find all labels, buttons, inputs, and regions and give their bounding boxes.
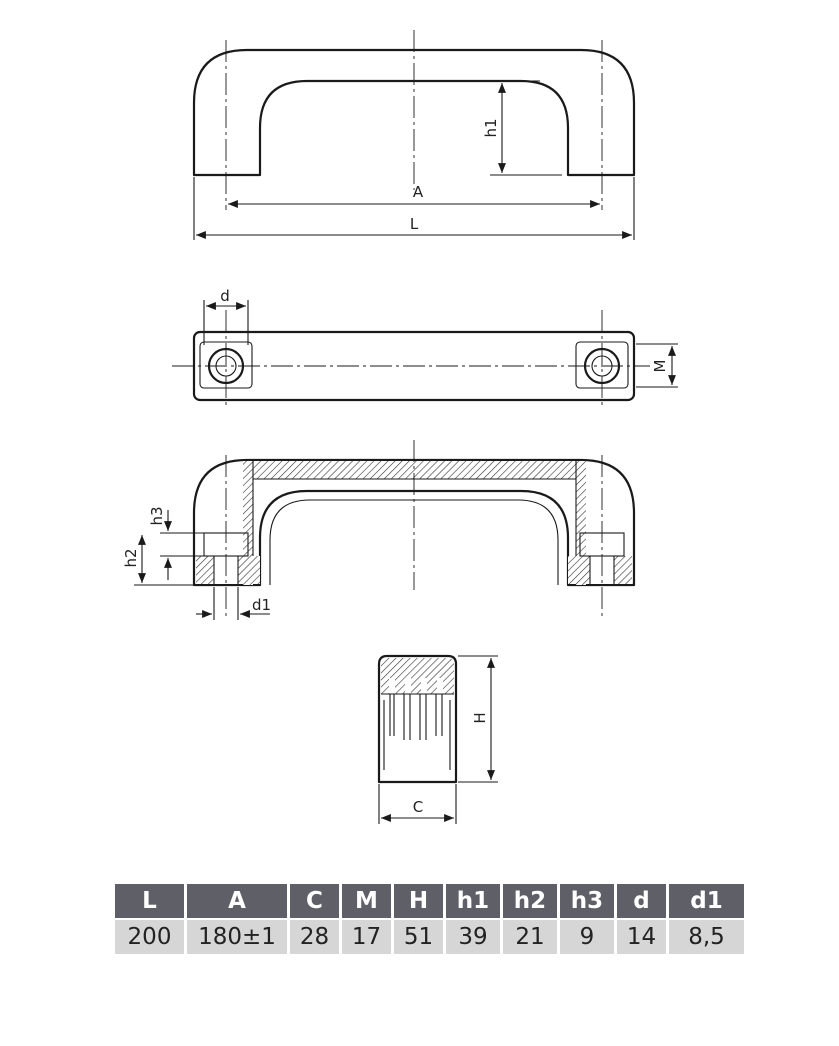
front-view <box>194 30 634 240</box>
header-cell: h2 <box>503 884 557 918</box>
m-label: M <box>651 359 669 373</box>
header-cell: d1 <box>669 884 744 918</box>
table-header-row <box>115 884 744 918</box>
a-label: A <box>412 183 424 201</box>
value-cell: 28 <box>290 920 339 954</box>
h-label: H <box>471 712 489 724</box>
header-cell: H <box>394 884 443 918</box>
value-cell: 14 <box>617 920 666 954</box>
d1-label: d1 <box>252 596 272 614</box>
header-cell: L <box>115 884 184 918</box>
dimensions-table <box>112 882 747 956</box>
value-cell: 17 <box>342 920 391 954</box>
l-label: L <box>409 215 419 233</box>
c-label: C <box>412 798 424 816</box>
header-cell: h1 <box>446 884 500 918</box>
top-view <box>172 287 678 408</box>
value-cell: 9 <box>560 920 614 954</box>
value-cell: 8,5 <box>669 920 744 954</box>
value-cell: 200 <box>115 920 184 954</box>
value-cell: 39 <box>446 920 500 954</box>
hatched-section <box>253 461 576 479</box>
header-cell: A <box>187 884 287 918</box>
header-cell: d <box>617 884 666 918</box>
value-cell: 51 <box>394 920 443 954</box>
end-view <box>379 656 498 824</box>
h1-label: h1 <box>482 118 500 138</box>
value-cell: 21 <box>503 920 557 954</box>
h2-label: h2 <box>122 548 140 568</box>
header-cell: h3 <box>560 884 614 918</box>
d-label: d <box>220 287 230 305</box>
header-cell: M <box>342 884 391 918</box>
h3-label: h3 <box>148 506 166 526</box>
header-cell: C <box>290 884 339 918</box>
value-cell: 180±1 <box>187 920 287 954</box>
section-view <box>122 440 634 620</box>
table-row <box>115 920 744 954</box>
